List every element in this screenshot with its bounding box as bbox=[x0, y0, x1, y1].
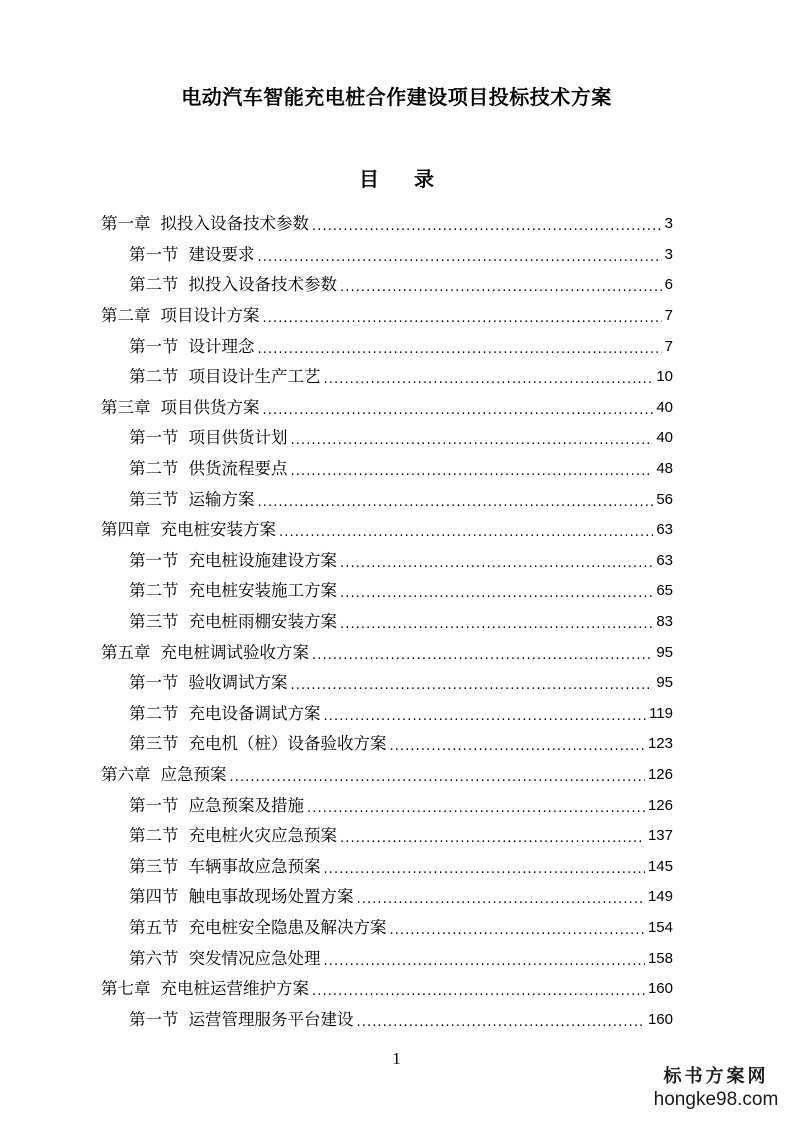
toc-section-entry[interactable] bbox=[0, 331, 793, 362]
toc-dot-leader bbox=[357, 1008, 645, 1038]
toc-entry-label: 项目设计方案 bbox=[160, 306, 260, 326]
toc-dot-leader bbox=[312, 212, 662, 242]
toc-entry-label: 充电桩设施建设方案 bbox=[188, 550, 337, 570]
toc-section-entry[interactable] bbox=[0, 484, 793, 515]
toc-entry-label: 充电设备调试方案 bbox=[188, 703, 321, 723]
toc-section-entry[interactable] bbox=[0, 943, 793, 974]
toc-entry-label: 运营管理服务平台建设 bbox=[188, 1009, 354, 1029]
toc-entry-page: 145 bbox=[647, 857, 673, 875]
toc-entry-page: 40 bbox=[656, 429, 673, 447]
toc-entry-number: 第一节 bbox=[129, 795, 179, 815]
toc-entry-label: 应急预案 bbox=[160, 764, 227, 784]
toc-section-entry[interactable] bbox=[0, 882, 793, 913]
toc-entry-page: 158 bbox=[647, 949, 673, 967]
toc-dot-leader bbox=[390, 732, 645, 762]
toc-dot-leader bbox=[291, 671, 654, 701]
toc-section-entry[interactable] bbox=[0, 668, 793, 699]
toc-entry-number: 第二节 bbox=[129, 459, 179, 479]
toc-entry-page: 149 bbox=[647, 888, 673, 906]
toc-entry-page: 95 bbox=[656, 643, 673, 661]
toc-entry-label: 充电桩火灾应急预案 bbox=[188, 826, 337, 846]
toc-entry-number: 第五章 bbox=[101, 642, 151, 662]
toc-section-entry[interactable] bbox=[0, 851, 793, 882]
toc-dot-leader bbox=[312, 641, 653, 671]
toc-section-entry[interactable] bbox=[0, 729, 793, 760]
toc-entry-label: 充电桩安全隐患及解决方案 bbox=[188, 917, 387, 937]
toc-entry-page: 7 bbox=[664, 337, 673, 355]
page-number: 1 bbox=[392, 1049, 401, 1068]
toc-section-entry[interactable] bbox=[0, 423, 793, 454]
toc-entry-number: 第一节 bbox=[129, 550, 179, 570]
toc-entry-number: 第一节 bbox=[129, 673, 179, 693]
toc-dot-leader bbox=[324, 947, 645, 977]
toc-entry-label: 充电桩安装方案 bbox=[160, 520, 276, 540]
toc-entry-page: 160 bbox=[647, 980, 673, 998]
toc-entry-page: 137 bbox=[647, 827, 673, 845]
toc-entry-page: 3 bbox=[664, 215, 673, 233]
toc-dot-leader bbox=[307, 794, 645, 824]
toc-dot-leader bbox=[263, 304, 662, 334]
toc-entry-page: 3 bbox=[664, 245, 673, 263]
toc-entry-page: 48 bbox=[656, 460, 673, 478]
toc-entry-number: 第二章 bbox=[101, 306, 151, 326]
toc-section-entry[interactable] bbox=[0, 240, 793, 271]
toc-entry-page: 123 bbox=[647, 735, 673, 753]
toc-entry-page: 95 bbox=[656, 674, 673, 692]
toc-dot-leader bbox=[340, 824, 645, 854]
toc-entry-label: 充电机（桩）设备验收方案 bbox=[188, 734, 387, 754]
toc-entry-label: 项目设计生产工艺 bbox=[188, 367, 321, 387]
toc-entry-label: 建设要求 bbox=[188, 244, 255, 264]
toc-dot-leader bbox=[279, 518, 653, 548]
toc-dot-leader bbox=[324, 365, 654, 395]
toc-entry-page: 56 bbox=[656, 490, 673, 508]
toc-section-entry[interactable] bbox=[0, 913, 793, 944]
toc-section-entry[interactable] bbox=[0, 790, 793, 821]
toc-section-entry[interactable] bbox=[0, 699, 793, 730]
toc-section-entry[interactable] bbox=[0, 270, 793, 301]
toc-section-entry[interactable] bbox=[0, 454, 793, 485]
toc-entry-number: 第六章 bbox=[101, 764, 151, 784]
toc-heading: 目 录 bbox=[359, 167, 448, 191]
toc-entry-number: 第七章 bbox=[101, 979, 151, 999]
toc-entry-number: 第五节 bbox=[129, 917, 179, 937]
toc-entry-page: 154 bbox=[647, 918, 673, 936]
toc-entry-number: 第四节 bbox=[129, 887, 179, 907]
watermark-cn-text: 标书方案网 bbox=[663, 1066, 769, 1087]
toc-chapter-entry[interactable] bbox=[0, 974, 793, 1005]
toc-dot-leader bbox=[258, 335, 662, 365]
toc-dot-leader bbox=[258, 243, 662, 273]
toc-dot-leader bbox=[324, 855, 645, 885]
toc-entry-page: 160 bbox=[647, 1010, 673, 1028]
watermark-url-text: hongke98.com bbox=[653, 1089, 779, 1110]
toc-section-entry[interactable] bbox=[0, 607, 793, 638]
toc-entry-label: 充电桩调试验收方案 bbox=[160, 642, 309, 662]
toc-section-entry[interactable] bbox=[0, 576, 793, 607]
document-title: 电动汽车智能充电桩合作建设项目投标技术方案 bbox=[181, 85, 612, 109]
toc-section-entry[interactable] bbox=[0, 821, 793, 852]
toc-dot-leader bbox=[340, 273, 662, 303]
toc-entry-page: 6 bbox=[664, 276, 673, 294]
toc-dot-leader bbox=[312, 977, 645, 1007]
toc-entry-number: 第二节 bbox=[129, 826, 179, 846]
toc-dot-leader bbox=[340, 610, 653, 640]
toc-dot-leader bbox=[340, 549, 653, 579]
toc-chapter-entry[interactable] bbox=[0, 515, 793, 546]
toc-dot-leader bbox=[230, 763, 645, 793]
toc-entry-label: 触电事故现场处置方案 bbox=[188, 887, 354, 907]
toc-entry-number: 第三节 bbox=[129, 489, 179, 509]
toc-chapter-entry[interactable] bbox=[0, 301, 793, 332]
toc-entry-label: 拟投入设备技术参数 bbox=[188, 275, 337, 295]
toc-dot-leader bbox=[324, 702, 647, 732]
toc-entry-number: 第一章 bbox=[101, 214, 151, 234]
toc-entry-label: 充电桩运营维护方案 bbox=[160, 979, 309, 999]
toc-dot-leader bbox=[390, 916, 645, 946]
toc-entry-label: 车辆事故应急预案 bbox=[188, 856, 321, 876]
toc-entry-number: 第四章 bbox=[101, 520, 151, 540]
toc-entry-label: 项目供货计划 bbox=[188, 428, 288, 448]
toc-section-entry[interactable] bbox=[0, 546, 793, 577]
watermark-logo bbox=[646, 1066, 786, 1112]
toc-dot-leader bbox=[263, 396, 654, 426]
toc-entry-label: 突发情况应急处理 bbox=[188, 948, 321, 968]
toc-entry-page: 119 bbox=[649, 704, 673, 722]
toc-entry-number: 第一节 bbox=[129, 1009, 179, 1029]
toc-entry-number: 第二节 bbox=[129, 275, 179, 295]
toc-dot-leader bbox=[357, 885, 645, 915]
toc-entry-number: 第二节 bbox=[129, 581, 179, 601]
toc-entry-page: 63 bbox=[656, 551, 673, 569]
toc-entry-number: 第一节 bbox=[129, 428, 179, 448]
toc-section-entry[interactable] bbox=[0, 1004, 793, 1035]
toc-entry-number: 第一节 bbox=[129, 244, 179, 264]
toc-entry-page: 126 bbox=[647, 765, 673, 783]
toc-dot-leader bbox=[291, 426, 654, 456]
toc-entry-number: 第二节 bbox=[129, 367, 179, 387]
toc-entry-label: 设计理念 bbox=[188, 336, 255, 356]
toc-entry-label: 充电桩安装施工方案 bbox=[188, 581, 337, 601]
toc-entry-number: 第六节 bbox=[129, 948, 179, 968]
table-of-contents bbox=[0, 209, 793, 1035]
toc-entry-page: 10 bbox=[656, 368, 673, 386]
toc-section-entry[interactable] bbox=[0, 362, 793, 393]
toc-entry-label: 供货流程要点 bbox=[188, 459, 288, 479]
toc-entry-page: 7 bbox=[664, 307, 673, 325]
toc-entry-number: 第三节 bbox=[129, 734, 179, 754]
toc-entry-number: 第三节 bbox=[129, 612, 179, 632]
toc-entry-number: 第二节 bbox=[129, 703, 179, 723]
toc-dot-leader bbox=[291, 457, 654, 487]
toc-entry-page: 40 bbox=[656, 398, 673, 416]
toc-entry-page: 126 bbox=[647, 796, 673, 814]
toc-entry-page: 65 bbox=[656, 582, 673, 600]
toc-entry-number: 第三章 bbox=[101, 397, 151, 417]
toc-entry-label: 拟投入设备技术参数 bbox=[160, 214, 309, 234]
toc-chapter-entry[interactable] bbox=[0, 637, 793, 668]
toc-entry-label: 运输方案 bbox=[188, 489, 255, 509]
toc-dot-leader bbox=[258, 488, 654, 518]
toc-chapter-entry[interactable] bbox=[0, 760, 793, 791]
toc-entry-number: 第三节 bbox=[129, 856, 179, 876]
toc-entry-page: 83 bbox=[656, 613, 673, 631]
toc-entry-label: 验收调试方案 bbox=[188, 673, 288, 693]
toc-chapter-entry[interactable] bbox=[0, 393, 793, 424]
toc-dot-leader bbox=[340, 579, 653, 609]
toc-entry-label: 项目供货方案 bbox=[160, 397, 260, 417]
toc-entry-label: 充电桩雨棚安装方案 bbox=[188, 612, 337, 632]
toc-entry-number: 第一节 bbox=[129, 336, 179, 356]
toc-entry-label: 应急预案及措施 bbox=[188, 795, 304, 815]
toc-entry-page: 63 bbox=[656, 521, 673, 539]
toc-chapter-entry[interactable] bbox=[0, 209, 793, 240]
